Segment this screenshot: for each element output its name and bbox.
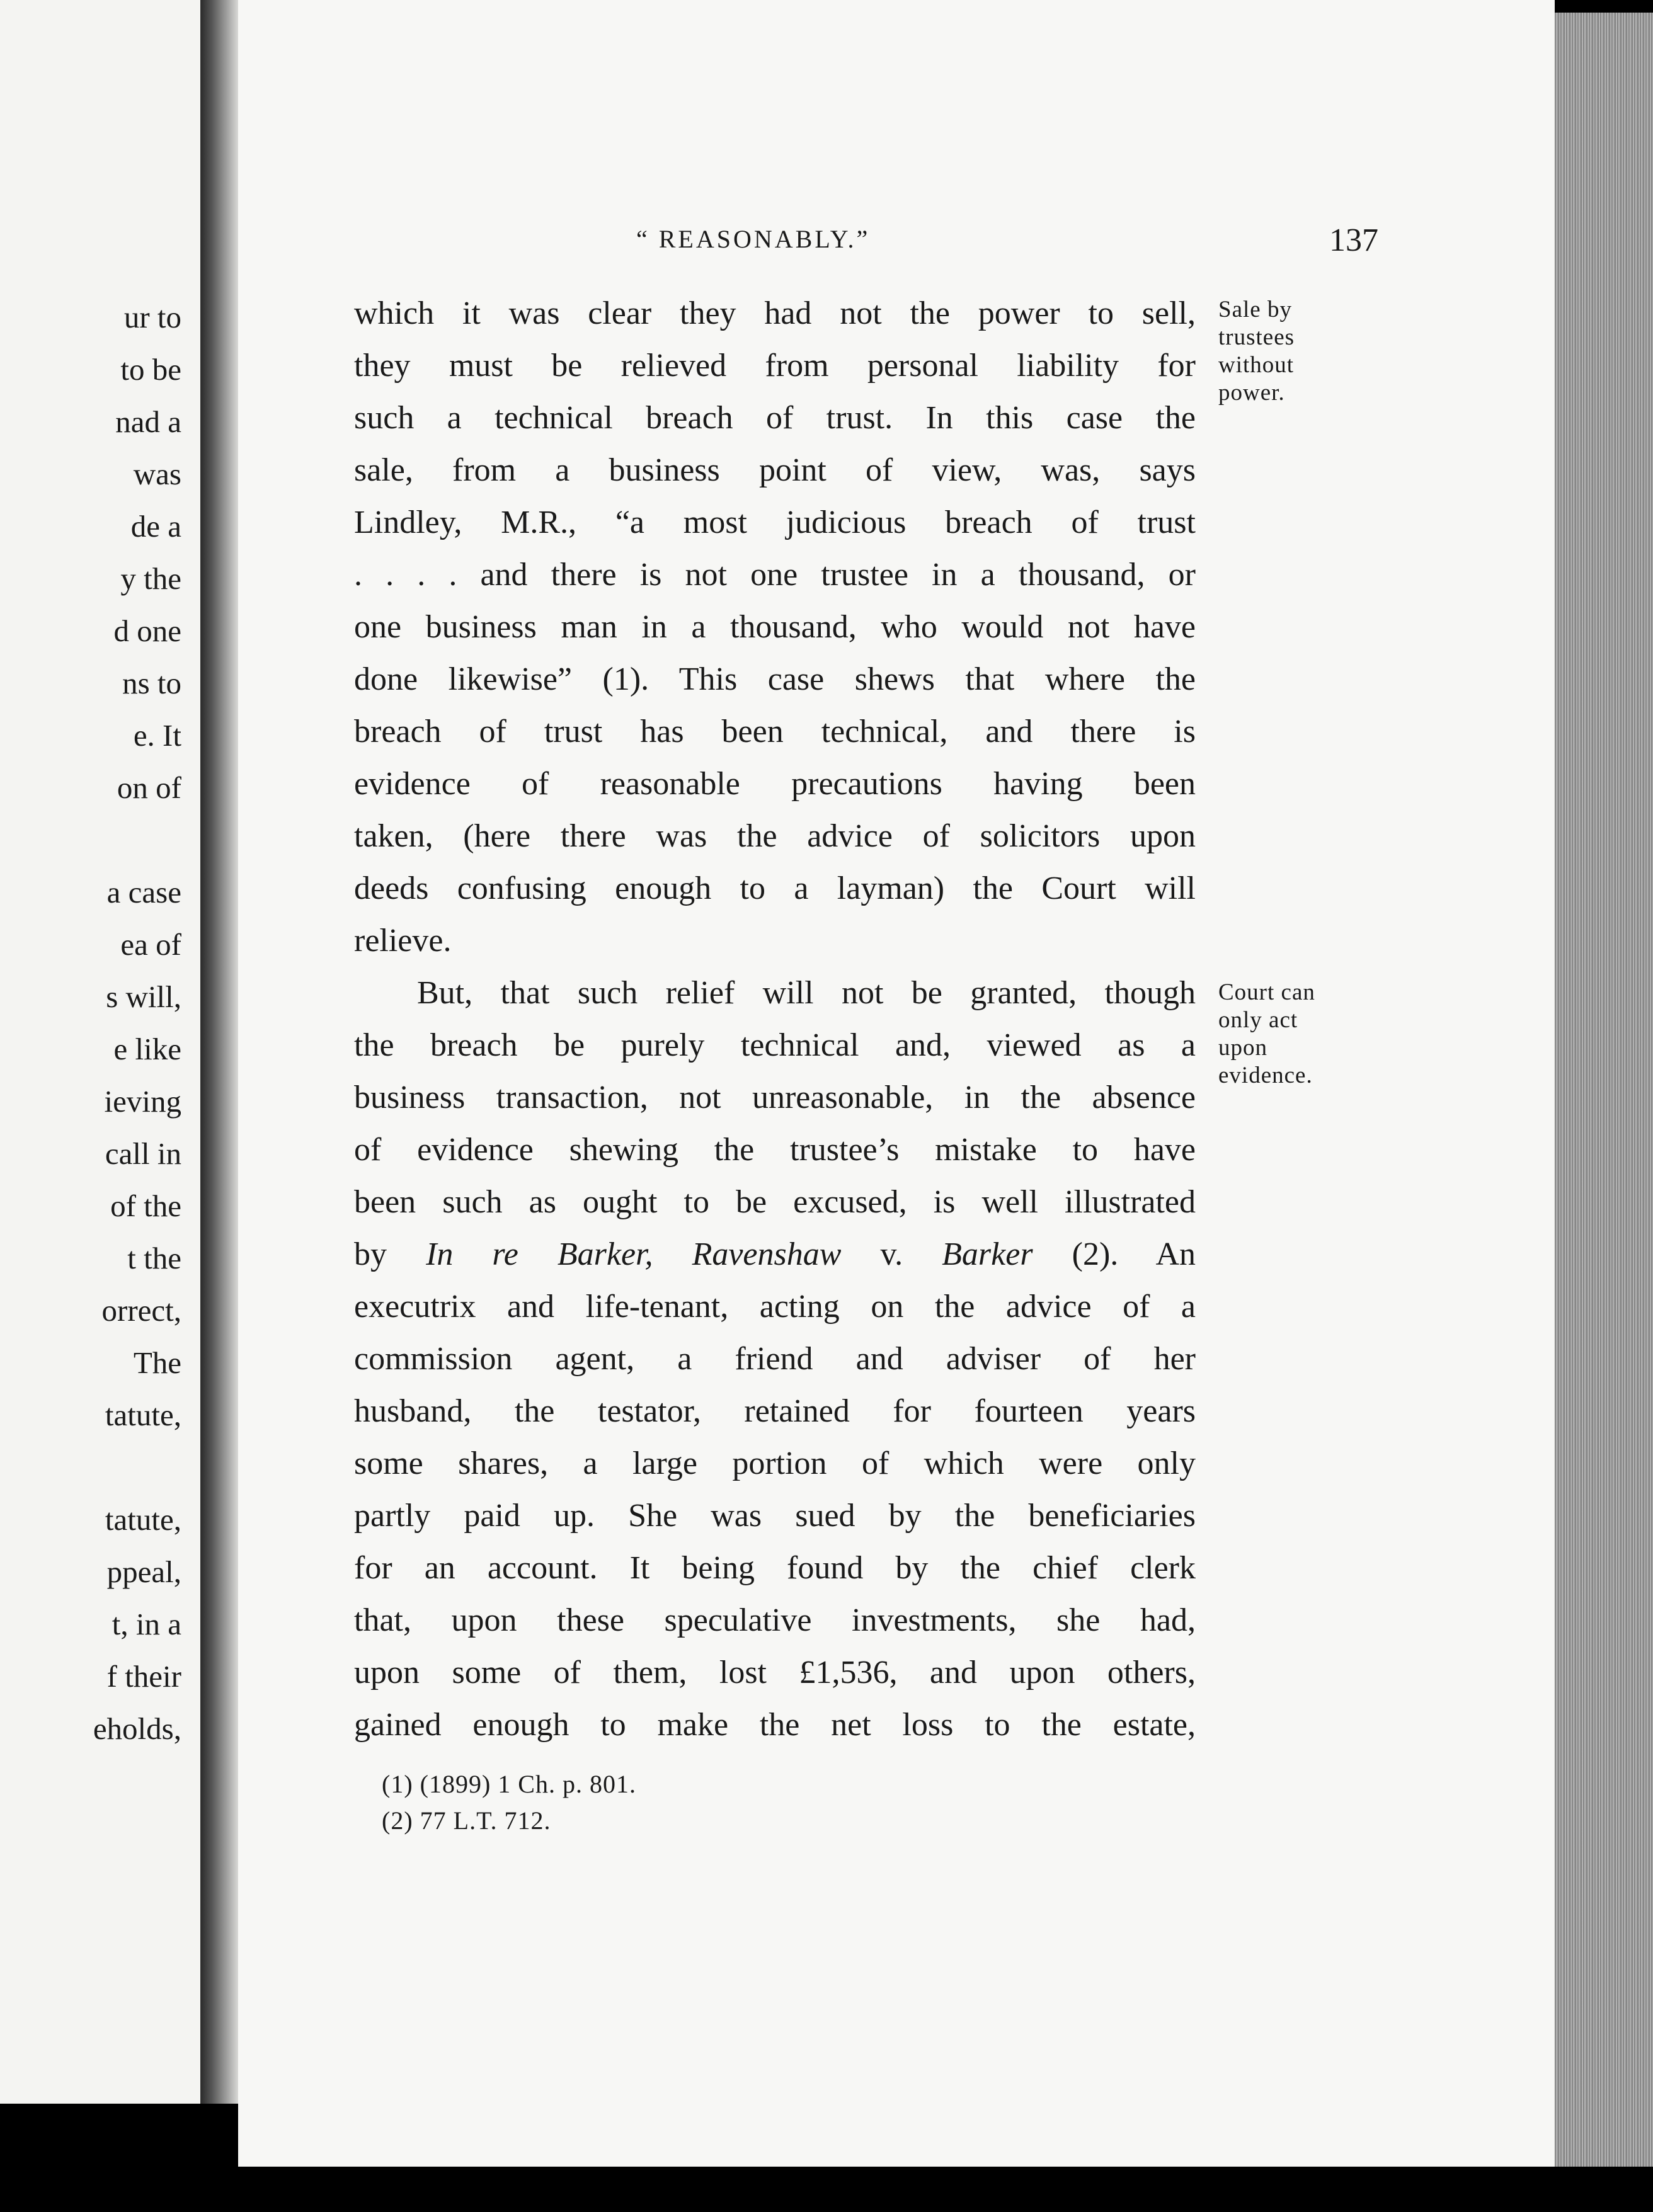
- left-page-line: t, in a: [112, 1607, 181, 1641]
- left-page-line: e. It: [133, 718, 181, 753]
- book-gutter: [200, 0, 238, 2104]
- left-page-line: f their: [106, 1659, 181, 1694]
- margin-note-line: evidence.: [1218, 1063, 1313, 1088]
- text-line: such a technical breach of trust. In this case the: [354, 400, 1196, 436]
- text-line: business transaction, not unreasonable, in the absence: [354, 1080, 1196, 1115]
- left-page-line: The: [133, 1345, 181, 1380]
- margin-note-line: Sale by: [1218, 297, 1292, 322]
- text-line: of evidence shewing the trustee’s mistake to have: [354, 1132, 1196, 1168]
- left-page-line: orrect,: [101, 1293, 181, 1328]
- left-page-line: was: [133, 457, 181, 491]
- word: v.: [880, 1236, 903, 1272]
- left-page-line: ns to: [122, 666, 181, 700]
- text-line: that, upon these speculative investments, she had,: [354, 1602, 1196, 1638]
- word: An: [1155, 1236, 1196, 1272]
- left-page-line: a case: [106, 875, 181, 909]
- left-page-line: d one: [113, 613, 181, 648]
- left-page-line: de a: [130, 509, 181, 544]
- text-line: done likewise” (1). This case shews that where the: [354, 661, 1196, 697]
- footnote-ref: (2).: [1072, 1236, 1119, 1272]
- text-line: But, that such relief will not be granted, though: [417, 975, 1196, 1011]
- text-line: the breach be purely technical and, viewed as a: [354, 1027, 1196, 1063]
- margin-note-line: only act: [1218, 1007, 1298, 1033]
- text-line: for an account. It being found by the chief clerk: [354, 1550, 1196, 1586]
- left-page-text: [93, 291, 181, 1755]
- left-page-line: tatute,: [105, 1398, 181, 1432]
- word: by: [354, 1236, 387, 1272]
- text-line: deeds confusing enough to a layman) the Court will: [354, 870, 1196, 906]
- margin-note-line: upon: [1218, 1035, 1267, 1061]
- left-page-line: [93, 814, 181, 866]
- page-number: 137: [1329, 222, 1378, 258]
- text-line: taken, (here there was the advice of solicitors upon: [354, 818, 1196, 854]
- left-page-line: on of: [117, 770, 181, 805]
- margin-note-line: trustees: [1218, 324, 1295, 350]
- left-page-line: [93, 1441, 181, 1493]
- footnotes: [382, 1766, 636, 1839]
- text-line: which it was clear they had not the power to sell,: [354, 295, 1196, 331]
- text-line: Lindley, M.R., “a most judicious breach of trust: [354, 505, 1196, 540]
- footnote: (1) (1899) 1 Ch. p. 801.: [382, 1770, 636, 1798]
- text-line: they must be relieved from personal liability for: [354, 348, 1196, 384]
- left-page-line: call in: [105, 1136, 181, 1171]
- main-text: [354, 287, 1196, 1751]
- text-line: relieve.: [354, 923, 452, 959]
- running-head: “ REASONABLY.”: [636, 225, 871, 253]
- left-page-line: t the: [127, 1241, 181, 1275]
- text-line: breach of trust has been technical, and there is: [354, 714, 1196, 750]
- left-page-line: tatute,: [105, 1502, 181, 1537]
- left-page-line: e like: [113, 1032, 181, 1066]
- left-page-line: ppeal,: [106, 1554, 181, 1589]
- case-name: Ravenshaw: [692, 1236, 842, 1272]
- left-page-line: nad a: [115, 404, 181, 439]
- left-page-line: y the: [120, 561, 181, 596]
- scan-background: [0, 2167, 1653, 2212]
- margin-note-sale: [1218, 296, 1295, 407]
- left-page-line: of the: [110, 1189, 181, 1223]
- case-name: In re Barker,: [426, 1236, 653, 1272]
- left-page-line: to be: [120, 352, 181, 387]
- text-line: upon some of them, lost £1,536, and upon others,: [354, 1655, 1196, 1690]
- case-name: Barker: [942, 1236, 1033, 1272]
- left-page-line: ea of: [120, 927, 181, 962]
- margin-note-court: [1218, 979, 1315, 1090]
- left-page-line: eholds,: [93, 1711, 181, 1746]
- text-line: partly paid up. She was sued by the beneficiaries: [354, 1498, 1196, 1534]
- margin-note-line: without: [1218, 352, 1295, 378]
- left-facing-page: [0, 0, 200, 2104]
- text-line: executrix and life-tenant, acting on the advice of a: [354, 1289, 1196, 1325]
- text-line: some shares, a large portion of which were only: [354, 1445, 1196, 1481]
- footnote: (2) 77 L.T. 712.: [382, 1806, 551, 1835]
- text-line: . . . . and there is not one trustee in a thousand, or: [354, 557, 1196, 593]
- text-line: been such as ought to be excused, is well illustrated: [354, 1184, 1196, 1220]
- left-page-line: s will,: [106, 979, 181, 1014]
- page-edges: [1555, 13, 1653, 2167]
- text-line: one business man in a thousand, who would not have: [354, 609, 1196, 645]
- text-line: evidence of reasonable precautions having been: [354, 766, 1196, 802]
- case-citation-line: [354, 1228, 1196, 1280]
- text-line: husband, the testator, retained for fourteen years: [354, 1393, 1196, 1429]
- margin-note-line: power.: [1218, 380, 1285, 406]
- left-page-line: ieving: [104, 1084, 181, 1119]
- text-line: commission agent, a friend and adviser of her: [354, 1341, 1196, 1377]
- left-page-line: ur to: [123, 300, 181, 334]
- margin-note-line: Court can: [1218, 979, 1315, 1005]
- text-line: gained enough to make the net loss to the estate,: [354, 1707, 1196, 1743]
- text-line: sale, from a business point of view, was, says: [354, 452, 1196, 488]
